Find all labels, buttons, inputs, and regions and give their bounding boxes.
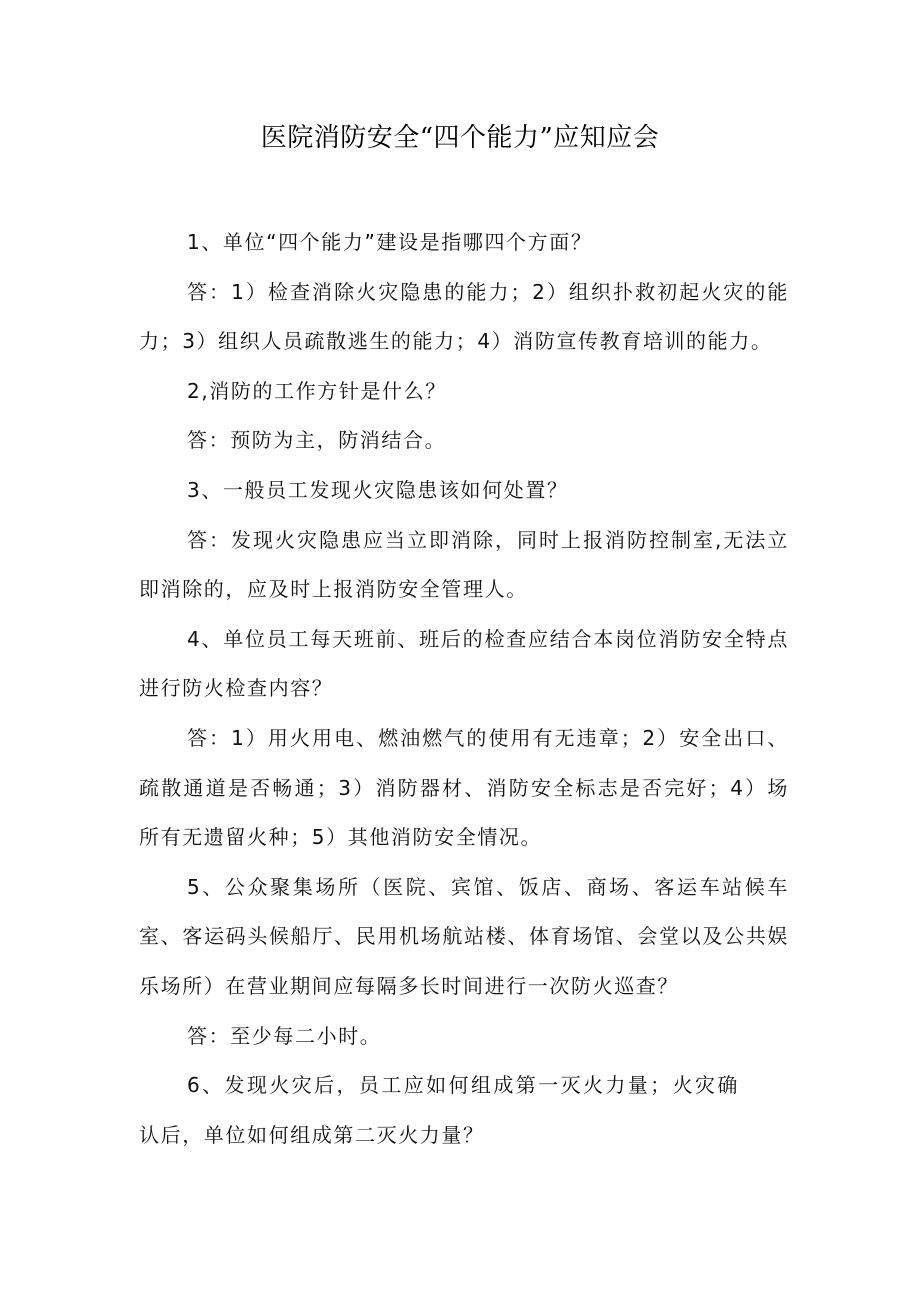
question-3: 3、一般员工发现火灾隐患该如何处置？ (187, 477, 569, 502)
document-title: 医院消防安全“四个能力”应知应会 (260, 123, 660, 153)
answer-4: 答：1）用火用电、燃油燃气的使用有无违章；2）安全出口、疏散通道是否畅通；3）消防器材、消防安全标志是否完好；4）场所有无遗留火种；5）其他消防安全情况。 (139, 725, 789, 850)
answer-5: 答：至少每二小时。 (187, 1023, 382, 1048)
question-5: 5、公众聚集场所（医院、宾馆、饭店、商场、客运车站候车室、客运码头候船厅、民用机场航站楼、体育场馆、会堂以及公共娱乐场所）在营业期间应每隔多长时间进行一次防火巡查？ (139, 874, 789, 998)
document-body (139, 218, 789, 1160)
answer-3: 答：发现火灾隐患应当立即消除，同时上报消防控制室,无法立即消除的，应及时上报消防安全管理人。 (139, 527, 789, 602)
question-2: 2,消防的工作方针是什么？ (187, 378, 447, 403)
answer-2: 答：预防为主，防消结合。 (187, 428, 447, 453)
question-4: 4、单位员工每天班前、班后的检查应结合本岗位消防安全特点进行防火检查内容？ (139, 626, 789, 701)
question-6: 6、发现火灾后，员工应如何组成第一灭火力量；火灾确认后，单位如何组成第二灭火力量？ (139, 1073, 739, 1147)
question-1: 1、单位“四个能力”建设是指哪四个方面？ (187, 230, 593, 254)
answer-1: 答：1）检查消除火灾隐患的能力；2）组织扑救初起火灾的能力；3）组织人员疏散逃生的能力；4）消防宣传教育培训的能力。 (139, 279, 789, 354)
